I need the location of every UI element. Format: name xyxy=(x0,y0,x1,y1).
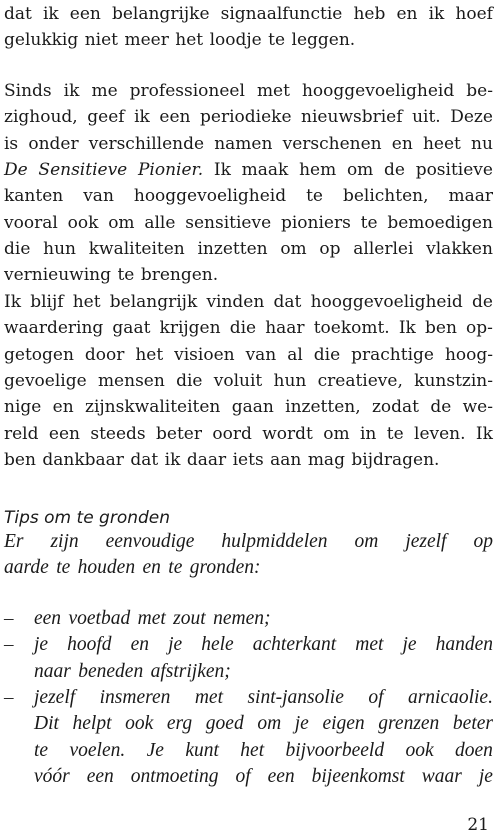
bullet-dash: – xyxy=(4,634,14,656)
paragraph-3-line: nige en zijnskwaliteiten gaan inzetten, zodat de we- xyxy=(4,397,493,418)
paragraph-1-line: gelukkig niet meer het loodje te leggen. xyxy=(4,30,356,51)
paragraph-2-line: vernieuwing te brengen. xyxy=(4,265,219,286)
paragraph-2-line: is onder verschillende namen verschenen en heet nu xyxy=(4,133,493,154)
paragraph-3-line: getogen door het visioen van al die prachtige hoog- xyxy=(4,344,493,365)
tips-intro-line: Er zijn eenvoudige hulpmiddelen om jezelf op xyxy=(4,531,493,552)
tips-intro-line: aarde te houden en te gronden: xyxy=(4,557,261,579)
bullet-dash: – xyxy=(4,687,14,709)
paragraph-3-line: Ik blijf het belangrijk vinden dat hooggevoeligheid de xyxy=(4,291,493,312)
paragraph-1-line: dat ik een belangrijke signaalfunctie heb en ik hoef xyxy=(4,4,493,24)
paragraph-3-line: gevoelige mensen die voluit hun creatieve, kunstzin- xyxy=(4,370,493,391)
tips-heading: Tips om te gronden xyxy=(4,508,171,528)
paragraph-2-line: Sinds ik me professioneel met hooggevoeligheid be- xyxy=(4,81,493,101)
bullet-line: Dit helpt ook erg goed om je eigen grenzen beter xyxy=(34,713,493,735)
paragraph-3-line: ben dankbaar dat ik daar iets aan mag bijdragen. xyxy=(4,449,440,470)
book-page xyxy=(4,0,493,840)
paragraph-3-line: reld een steeds beter oord wordt om in te leven. Ik xyxy=(4,423,493,444)
paragraph-2-line: De Sensitieve Pionier. Ik maak hem om de positieve xyxy=(4,160,493,181)
page-number: 21 xyxy=(467,815,489,835)
paragraph-2-line: zighoud, geef ik een periodieke nieuwsbrief uit. Deze xyxy=(4,107,493,128)
bullet-dash: – xyxy=(4,608,14,629)
paragraph-2-line: die hun kwaliteiten inzetten om op allerlei vlakken xyxy=(4,239,493,260)
paragraph-3-line: waardering gaat krijgen die haar toekomt. Ik ben op- xyxy=(4,318,493,339)
bullet-line: naar beneden afstrijken; xyxy=(34,660,231,682)
bullet-line: te voelen. Je kunt het bijvoorbeeld ook doen xyxy=(34,739,493,761)
bullet-line: je hoofd en je hele achterkant met je handen xyxy=(34,634,493,656)
bullet-line: vóór een ontmoeting of een bijeenkomst waar je xyxy=(34,766,493,788)
paragraph-2-line: kanten van hooggevoeligheid te belichten, maar xyxy=(4,186,493,207)
bullet-line: jezelf insmeren met sint-jansolie of arnicaolie. xyxy=(34,687,493,709)
bullet-line: een voetbad met zout nemen; xyxy=(34,608,271,629)
paragraph-2-line: vooral ook om alle sensitieve pioniers te bemoedigen xyxy=(4,212,493,233)
